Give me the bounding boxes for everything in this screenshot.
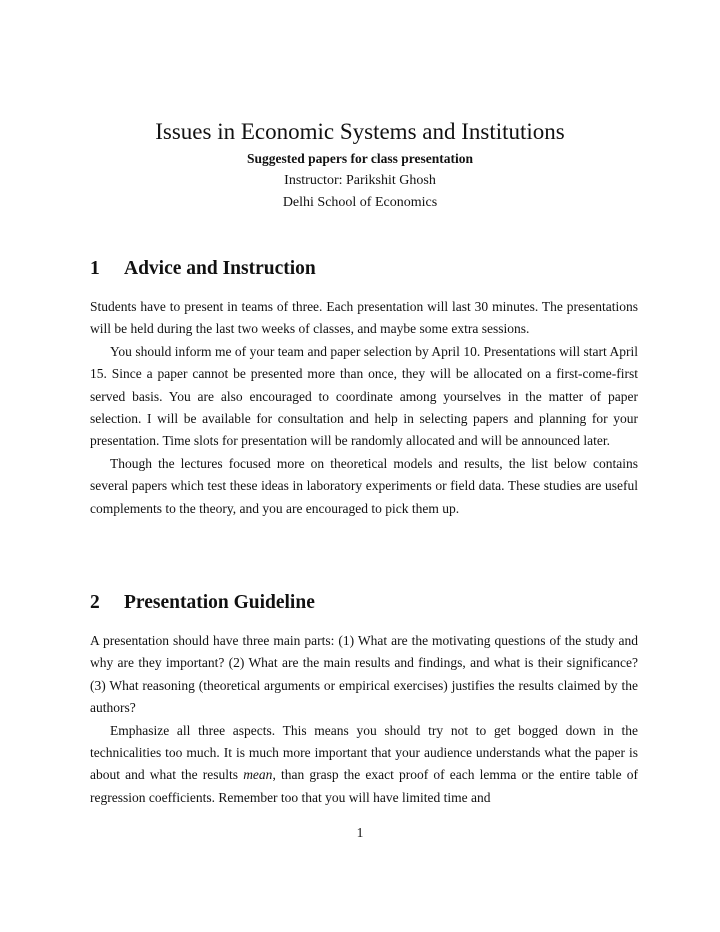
paragraph: Though the lectures focused more on theoretical models and results, the list below contains several papers which test these ideas in laboratory experiments or field data. These studies are useful complements to the theory, and you are encouraged to pick them up. bbox=[90, 455, 638, 516]
section-number: 1 bbox=[90, 258, 100, 279]
section-heading-advice bbox=[90, 257, 640, 281]
paragraph bbox=[90, 720, 638, 810]
instructor-line: Instructor: Parikshit Ghosh bbox=[284, 173, 436, 188]
document-subtitle: Suggested papers for class presentation bbox=[246, 151, 473, 166]
section-heading-guideline bbox=[90, 591, 640, 615]
paragraph: Students have to present in teams of three. Each presentation will last 30 minutes. The presentations will be held during the last two weeks of classes, and maybe some extra sessions. bbox=[90, 299, 638, 337]
section-body-guideline bbox=[90, 630, 638, 809]
document-title: Issues in Economic Systems and Institutions bbox=[155, 119, 565, 144]
section-number: 2 bbox=[90, 592, 100, 613]
paragraph-text: Emphasize all three aspects. This means you should try not to get bogged down in the technicalities too much. It is much more important that your audience understands what the paper is about and what the results bbox=[90, 722, 638, 783]
paragraph: You should inform me of your team and paper selection by April 10. Presentations will start April 15. Since a paper cannot be presented more than once, they will be allocated on a first-come-first served basis. You are also encouraged to coordinate among yourselves in the matter of paper selection. I will be available for consultation and help in selecting papers and planning for your presentation. Time slots for presentation will be randomly allocated and will be announced later. bbox=[90, 343, 638, 449]
emphasized-word: mean bbox=[243, 767, 273, 783]
paragraph: A presentation should have three main parts: (1) What are the motivating questions of the study and why are they important? (2) What are the main results and findings, and what is their significance? (3) What reasoning (theoretical arguments or empirical exercises) justifies the results claimed by the authors? bbox=[90, 633, 638, 716]
section-title: Presentation Guideline bbox=[124, 592, 315, 613]
paragraph-text: , than grasp the exact proof of each lemma or the entire table of regression coefficients. Remember too that you will have limited time and bbox=[90, 767, 639, 805]
section-title: Advice and Instruction bbox=[124, 258, 316, 279]
institution-line: Delhi School of Economics bbox=[282, 195, 438, 210]
section-body-advice bbox=[90, 296, 638, 520]
page-number: 1 bbox=[356, 825, 364, 840]
